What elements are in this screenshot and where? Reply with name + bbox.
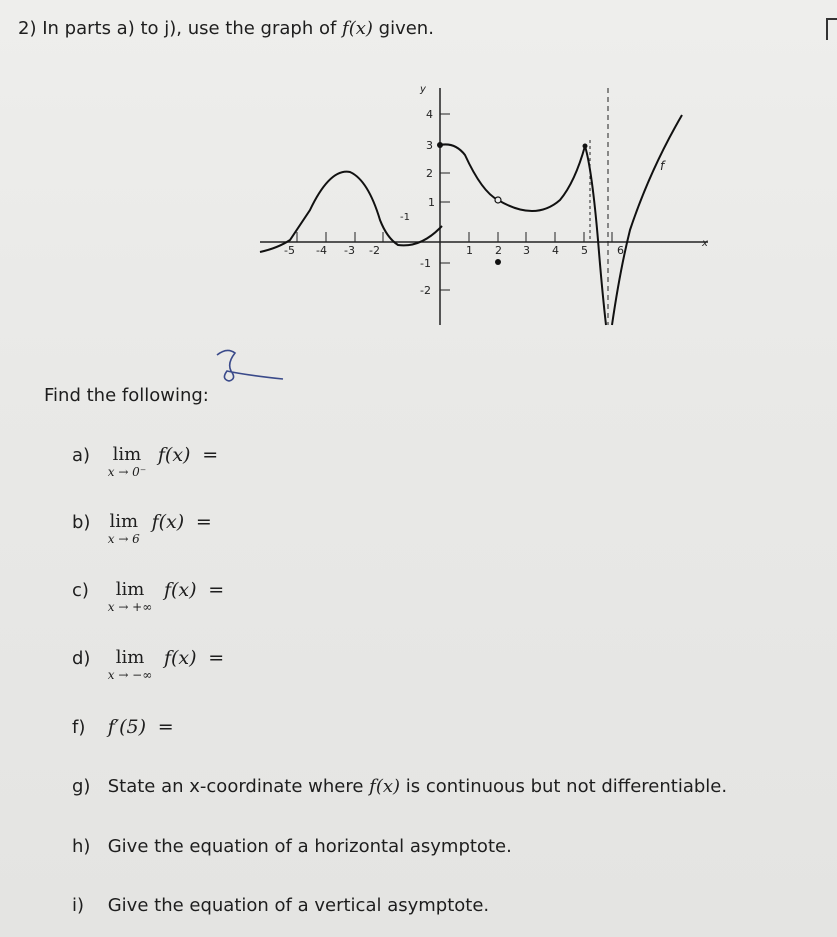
x-tick-label: 5	[581, 244, 588, 257]
x-tick-label: 6	[617, 244, 624, 257]
part-i	[72, 895, 489, 916]
y-tick-label: -2	[420, 284, 431, 297]
equals-sign: =	[208, 647, 225, 669]
part-label: d)	[72, 648, 91, 669]
part-d	[72, 648, 224, 682]
curve-right-up	[612, 115, 682, 325]
filled-point-4-3	[583, 144, 588, 149]
filled-point-2-neg1	[495, 259, 501, 265]
header-text-after: given.	[378, 18, 434, 39]
header-function: f(x)	[342, 18, 373, 39]
equals-sign: =	[208, 579, 225, 601]
x-tick-label: 1	[466, 244, 473, 257]
limit-expression: f(x)	[151, 511, 185, 533]
x-tick-label: -3	[344, 244, 355, 257]
part-label: a)	[72, 445, 91, 466]
limit-operator: lim x → 0⁻	[107, 444, 147, 479]
part-label: b)	[72, 512, 91, 533]
y-axis-label: y	[420, 84, 426, 95]
curve-right-down	[585, 146, 606, 325]
x-tick-label: -4	[316, 244, 327, 257]
header-text-before: In parts a) to j), use the graph of	[42, 18, 337, 39]
x-tick-label: -5	[284, 244, 295, 257]
question-text: State an x-coordinate where	[107, 776, 364, 797]
limit-operator: lim x → −∞	[107, 647, 153, 682]
filled-point-0-3	[437, 142, 443, 148]
question-header	[18, 18, 434, 39]
equals-sign: =	[157, 716, 174, 738]
x-axis-label: x	[702, 238, 708, 249]
function-graph	[250, 70, 720, 330]
part-h	[72, 836, 512, 857]
question-number: 2)	[18, 18, 37, 39]
question-text: Give the equation of a vertical asymptote.	[107, 895, 490, 916]
x-tick-label: -2	[369, 244, 380, 257]
equals-sign: =	[195, 511, 212, 533]
limit-operator: lim x → 6	[107, 511, 140, 546]
y-tick-label: -1	[420, 257, 431, 270]
part-label: f)	[72, 717, 86, 738]
part-g	[72, 776, 727, 797]
limit-expression: f(x)	[157, 444, 191, 466]
open-point-2-1	[495, 197, 501, 203]
question-text: is continuous but not differentiable.	[405, 776, 728, 797]
part-c	[72, 580, 224, 614]
curve-middle-right	[498, 146, 585, 211]
handwritten-scribble	[205, 345, 290, 385]
question-function: f(x)	[369, 776, 401, 797]
part-label: g)	[72, 776, 91, 797]
y-tick-label: 3	[426, 139, 433, 152]
curve-middle	[440, 144, 498, 200]
part-label: i)	[72, 895, 85, 916]
page-edge-mark	[826, 18, 837, 40]
curve-label: f	[660, 159, 665, 173]
part-f	[72, 716, 174, 738]
x-tick-label: 3	[523, 244, 530, 257]
part-a	[72, 445, 218, 479]
curve-left	[260, 172, 442, 252]
part-label: c)	[72, 580, 89, 601]
limit-expression: f(x)	[163, 647, 197, 669]
limit-expression: f(x)	[163, 579, 197, 601]
question-text: Give the equation of a horizontal asymptote.	[107, 836, 512, 857]
y-tick-label: 1	[428, 196, 435, 209]
x-tick-label: 2	[495, 244, 502, 257]
neg-one-label: -1	[400, 212, 410, 223]
derivative-expression: f′(5)	[107, 716, 146, 738]
equals-sign: =	[202, 444, 219, 466]
y-tick-label: 4	[426, 108, 433, 121]
find-heading: Find the following:	[44, 385, 209, 406]
x-tick-label: 4	[552, 244, 559, 257]
y-tick-label: 2	[426, 167, 433, 180]
part-label: h)	[72, 836, 91, 857]
limit-operator: lim x → +∞	[107, 579, 153, 614]
part-b	[72, 512, 212, 546]
